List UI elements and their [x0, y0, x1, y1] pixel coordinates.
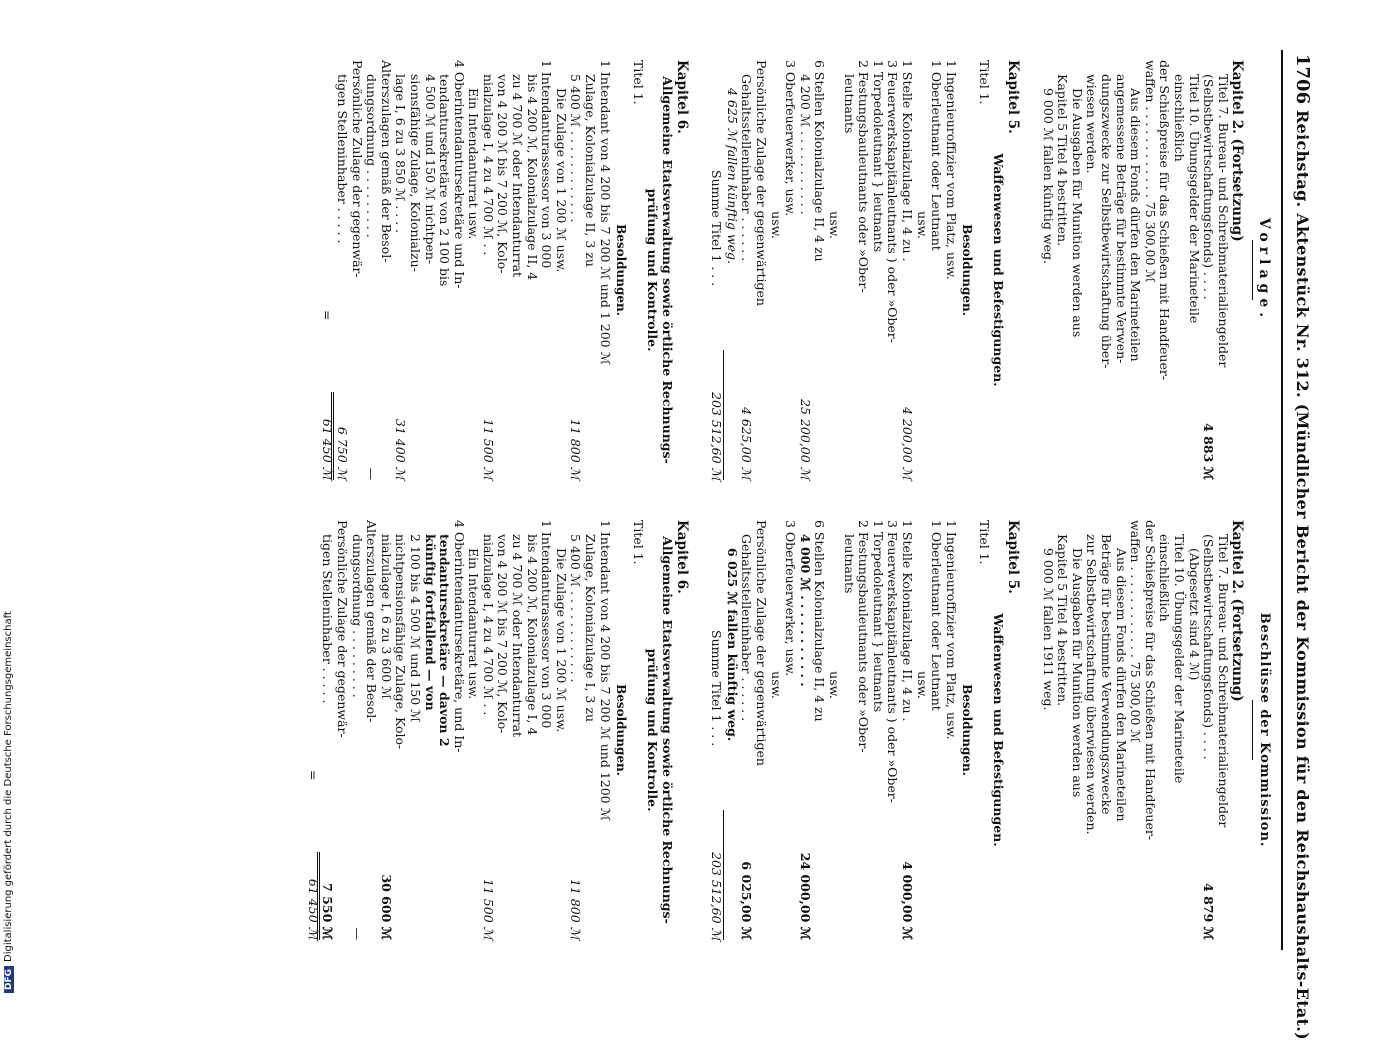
sum-line [709, 60, 724, 480]
text-line: Persönliche Zulage der gegenwärtigen [754, 520, 769, 766]
line-text: dungsordnung . . . . . . . . . [364, 74, 380, 238]
text-line: Kapitel 5 Titel 4 bestritten. [1055, 74, 1071, 247]
text-line [568, 520, 583, 940]
amount: 7 550 ℳ [317, 852, 335, 940]
line-text: nialzulage I, 4 zu 4 700 ℳ . . [480, 534, 496, 716]
text-line: der Schießpreise für das Schießen mit Handfeuer- [1142, 520, 1158, 841]
text-line: nichtpensionsfähige Zulage, Kolo- [393, 534, 409, 750]
line-text: 4 200 ℳ . . . . . . . . . . . [797, 74, 813, 215]
text-line: 1 Intendanturassessor von 3 000 [539, 520, 555, 729]
text-line: von 4 200 ℳ bis 7 200 ℳ, Kolo- [495, 74, 511, 274]
amount: 203 512,60 ℳ [709, 392, 725, 481]
text-line: Zulage, Kolonialzulage I, 3 zu [583, 534, 599, 722]
amount: 11 800 ℳ [568, 878, 584, 940]
chapter-subtitle: Allgemeine Etatsverwaltung sowie örtliche Rechnungs- [660, 536, 676, 924]
equals-mark: = [320, 310, 336, 321]
chapter-subtitle: prüfung und Kontrolle. [645, 648, 661, 812]
chapter-title: Kapitel 5. [1005, 520, 1022, 594]
text-line: 6 Stellen Kolonialzulage II, 4 zu [812, 60, 828, 262]
text-line: 2 Festungsbauleutnants oder »Ober- [856, 520, 872, 753]
chapter-title: Kapitel 2. (Fortsetzung) [1229, 520, 1246, 702]
text-line: 2 100 bis 4 500 ℳ und 150 ℳ [407, 534, 423, 723]
text-line: 1 Intendant von 4 200 bis 7 200 ℳ und 1 200 ℳ [597, 60, 613, 365]
text-line [364, 60, 379, 480]
text-line: Titel 1. [976, 60, 992, 105]
text-line [1201, 60, 1216, 480]
text-line [899, 520, 914, 940]
text-line: Die Zulage von 1 200 ℳ usw. [553, 88, 569, 273]
rotated-page-content [73, 50, 1313, 1040]
text-line [899, 60, 914, 480]
text-line: sionsfähige Zulage, Kolonialzu- [407, 74, 423, 272]
amount: 61 450 ℳ [305, 878, 321, 940]
text-line: 4 Oberintendantursekretäre, und In- [451, 520, 467, 753]
amount: 30 600 ℳ [378, 874, 394, 940]
line-text: tigen Stelleninhaber . . . . . [320, 534, 336, 704]
text-line: Titel 1. [630, 520, 646, 565]
text-line: Ein Intendanturrat usw. [466, 548, 482, 700]
text-line: waffen . . . . . . . . . . . . 75 300,00 ℳ [1128, 520, 1144, 743]
text-line: Alterszulagen gemäß der Besol- [364, 520, 380, 723]
amount: 4 200,00 ℳ [899, 406, 915, 480]
text-line [393, 60, 408, 480]
text-line: zu 4 700 ℳ oder Intendanturrat [510, 74, 526, 278]
text-line: usw. [914, 211, 930, 239]
text-line: 9 000 ℳ fallen 1911 weg. [1040, 548, 1056, 711]
text-line: 3 Feuerwerkskapitänleutnants ) oder »Ober- [885, 60, 901, 344]
amount: 4 879 ℳ [1201, 883, 1217, 940]
text-line: angemessene Beträge für bestimmte Verwen- [1113, 74, 1129, 364]
chapter-title: Kapitel 2. (Fortsetzung) [1229, 60, 1246, 242]
text-line: Titel 10. Übungsgelder der Marineteile einschließlich [1172, 74, 1202, 324]
line-text: lage I, 6 zu 3 850 ℳ . . . . [393, 74, 409, 234]
text-line [349, 520, 364, 940]
text-line: Titel 7. Bureau- und Schreibmaterialiengelder [1215, 534, 1231, 828]
total-line [320, 60, 335, 480]
text-line: von 4 200 ℳ bis 7 200 ℳ, Kolo- [495, 534, 511, 734]
text-line: 1 Oberleutnant oder Leutnant [929, 60, 945, 251]
section-subtitle: Besoldungen. [960, 224, 975, 316]
text-line: waffen . . . . . . . . . . . . 75 300,00 ℳ [1142, 60, 1158, 283]
amount: — [364, 467, 380, 480]
line-text: 4 000 ℳ . . . . . . . . . . . [797, 534, 813, 687]
text-line [334, 60, 349, 480]
line-text: dungsordnung . . . . . . . . . [349, 534, 365, 698]
chapter-title: Kapitel 5. [1005, 60, 1022, 134]
line-text: (Selbstbewirtschaftungsfonds) . . . . [1201, 534, 1217, 760]
line-text: Summe Titel 1 . . . [709, 170, 725, 287]
line-text: 1 Stelle Kolonialzulage II, 4 zu . [899, 520, 915, 722]
text-line: usw. [768, 211, 784, 239]
line-text: Summe Titel 1 . . . [709, 630, 725, 747]
text-line: künftig fortfallend — von [422, 534, 438, 711]
amount: 4 000,00 ℳ [899, 861, 915, 940]
text-line: Persönliche Zulage der gegenwärtigen [754, 60, 769, 306]
text-line: wiesen werden. [1084, 74, 1100, 174]
amount: — [349, 927, 365, 940]
text-line [568, 60, 583, 480]
column-heading: Beschlüsse der Kommission. [1257, 612, 1272, 848]
amount: 24 000,00 ℳ [797, 852, 813, 940]
heading-rule [1252, 700, 1253, 760]
text-line: 6 Stellen Kolonialzulage II, 4 zu [812, 520, 828, 722]
text-line: Persönliche Zulage der gegenwär- [349, 60, 365, 278]
text-line [480, 520, 495, 940]
text-line: bis 4 200 ℳ, Kolonialzulage II, 4 [524, 74, 540, 281]
text-line: leutnants [841, 74, 857, 134]
amount: 4 625,00 ℳ [739, 406, 755, 480]
text-line: Die Ausgaben für Munition werden aus [1069, 548, 1085, 798]
amount: 11 500 ℳ [480, 418, 496, 480]
page-number: 1706 [1292, 54, 1313, 105]
line-text: (Selbstbewirtschaftungsfonds) . . . . [1201, 74, 1217, 300]
text-line: 1 Ingenieuroffizier vom Platz, usw. [943, 60, 959, 280]
footer-text-wrap [3, 611, 14, 993]
text-line: usw. [914, 671, 930, 699]
text-line: Die Zulage von 1 200 ℳ usw. [553, 548, 569, 733]
text-line: Persönliche Zulage der gegenwär- [334, 520, 350, 738]
text-line: zur Selbstbewirtschaftung überwiesen werden. [1084, 534, 1100, 835]
text-line: Die Ausgaben für Munition werden aus [1069, 88, 1085, 338]
text-line: Kapitel 5 Titel 4 bestritten. [1055, 534, 1071, 707]
text-line: Titel 1. [976, 520, 992, 565]
heading-rule [1252, 240, 1253, 300]
text-line: 1 Intendant von 4 200 bis 7 200 ℳ und 1200 ℳ [597, 520, 613, 821]
text-line: Titel 10. Übungsgelder der Marineteile einschließlich [1157, 534, 1188, 784]
text-line: 1 Torpedoleutnant } leutnants [870, 520, 886, 713]
section-subtitle: Besoldungen. [960, 684, 975, 776]
amount: 11 800 ℳ [568, 418, 584, 480]
text-line: Aus diesem Fonds dürfen den Marineteilen [1113, 548, 1129, 822]
text-line: 3 Feuerwerkskapitänleutnants ) oder »Ober- [885, 520, 901, 804]
text-line: 4 500 ℳ und 150 ℳ nichtpen- [422, 74, 438, 265]
line-text: nialzulage I, 4 zu 4 700 ℳ . . [480, 74, 496, 256]
text-line: usw. [768, 671, 784, 699]
amount: 61 450 ℳ [320, 418, 336, 480]
text-line [1201, 520, 1216, 940]
equals-mark: = [305, 770, 321, 781]
chapter-subtitle: Allgemeine Etatsverwaltung sowie örtliche Rechnungs- [660, 76, 676, 464]
line-text: Gehaltsstelleninhaber . . . . . . [739, 74, 755, 262]
sum-line [709, 520, 724, 940]
text-line: Titel 1. [630, 60, 646, 105]
column-heading: Vorlage. [1256, 217, 1272, 323]
text-line: 4 Oberintendantursekretäre und In- [451, 60, 467, 289]
text-line: Titel 7. Bureau- und Schreibmaterialiengelder [1215, 74, 1231, 368]
text-line [480, 60, 495, 480]
text-line: usw. [826, 211, 842, 239]
line-text: tigen Stelleninhaber . . . . . [334, 74, 350, 244]
text-line: leutnants [841, 534, 857, 594]
text-line: 9 000 ℳ fallen künftig weg. [1040, 88, 1056, 264]
text-line: zu 4 700 ℳ oder Intendanturrat [510, 534, 526, 738]
text-line [378, 520, 393, 940]
text-line [797, 60, 812, 480]
column-beschluesse [305, 520, 1271, 940]
chapter-title: Kapitel 6. [673, 520, 690, 594]
amount: 4 883 ℳ [1201, 423, 1217, 480]
line-text: Gehaltsstelleninhaber . . . . . . [739, 534, 755, 722]
chapter-title: Kapitel 6. [673, 60, 690, 134]
text-line: 1 Oberleutnant oder Leutnant [929, 520, 945, 711]
amount: 6 025,00 ℳ [739, 861, 755, 940]
text-line [797, 520, 812, 940]
amount: 31 400 ℳ [393, 418, 409, 480]
chapter-subtitle: prüfung und Kontrolle. [645, 188, 661, 352]
text-line: (Abgesetzt sind 4 ℳ) [1186, 548, 1202, 681]
text-line: 1 Torpedoleutnant } leutnants [870, 60, 886, 253]
text-line: Ein Intendanturrat usw. [466, 88, 482, 240]
text-line: bis 4 200 ℳ, Kolonialzulage I, 4 [524, 534, 540, 736]
text-line: Zulage, Kolonialzulage II, 3 zu [583, 74, 599, 267]
amount: 6 750 ℳ [331, 392, 349, 480]
chapter-subtitle: Waffenwesen und Befestigungen. [991, 153, 1007, 387]
text-line: 3 Oberfeuerwerker, usw. [783, 60, 799, 217]
page-title: Reichstag. Aktenstück Nr. 312. (Mündlicher Bericht der Kommission für den Reichshaushalts-Etat.) [1293, 110, 1312, 1040]
digitization-footer [0, 0, 20, 1000]
text-line [739, 520, 754, 940]
text-line: 1 Ingenieuroffizier vom Platz, usw. [943, 520, 959, 740]
text-line: Aus diesem Fonds dürfen den Marineteilen [1128, 88, 1144, 362]
section-subtitle: Besoldungen. [614, 684, 629, 776]
text-line [739, 60, 754, 480]
total-line [305, 520, 320, 940]
text-line: 2 Festungsbauleutnants oder »Ober- [856, 60, 872, 293]
text-line: usw. [826, 671, 842, 699]
text-line: Beträge für bestimmte Verwendungszwecke [1099, 534, 1115, 815]
text-line: 4 625 ℳ fallen künftig weg. [724, 88, 740, 264]
text-line: der Schießpreise für das Schießen mit Handfeuer- [1157, 60, 1173, 381]
text-line: tendantursekretäre von 2 100 bis [437, 74, 453, 287]
line-text: 5 400 ℳ . . . . . . . . . . . . [568, 74, 584, 223]
text-line: Alterszulagen gemäß der Besol- [378, 60, 394, 263]
amount: 203 512,60 ℳ [709, 852, 725, 941]
page-header [1281, 50, 1313, 1040]
text-line: 6 025 ℳ fallen künftig weg. [724, 548, 740, 742]
text-line: 3 Oberfeuerwerker, usw. [783, 520, 799, 677]
chapter-subtitle: Waffenwesen und Befestigungen. [991, 613, 1007, 847]
text-line: dungszwecke zur Selbstbewirtschaftung über- [1099, 74, 1115, 369]
amount: 11 500 ℳ [480, 878, 496, 940]
text-line: tendantursekretäre — davon 2 [437, 534, 453, 747]
amount: 25 200,00 ℳ [797, 399, 813, 480]
text-line: 1 Intendanturassessor von 3 000 [539, 60, 555, 269]
line-text: 1 Stelle Kolonialzulage II, 4 zu . [899, 60, 915, 262]
line-text: nialzulage I, 6 zu 3 600 ℳ [378, 534, 394, 700]
dfg-logo: DFG [4, 966, 14, 993]
text-line [320, 520, 335, 940]
line-text: 5 400 ℳ . . . . . . . . . . . . [568, 534, 584, 683]
section-subtitle: Besoldungen. [614, 224, 629, 316]
footer-text: Digitalisierung gefördert durch die Deutsche Forschungsgemeinschaft [3, 611, 14, 962]
column-vorlage [320, 60, 1271, 480]
